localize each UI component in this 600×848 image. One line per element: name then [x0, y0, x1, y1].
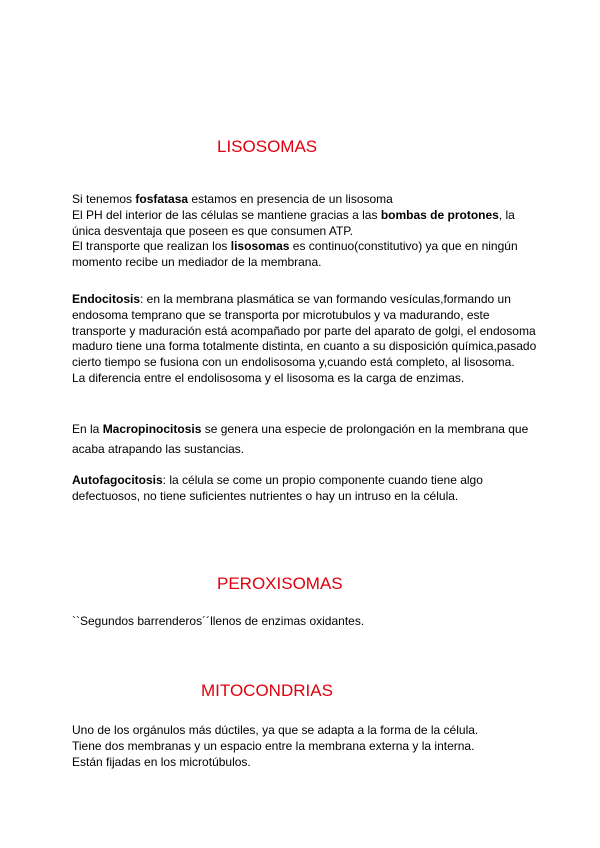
text-segment: transporte y maduración está acompañado por parte del aparato de golgi, el endosoma [72, 323, 536, 338]
paragraph-autofagocitosis [72, 473, 483, 505]
text-segment: momento recibe un mediador de la membrana. [72, 255, 322, 270]
paragraph-macropinocitosis [72, 419, 528, 459]
heading-mitocondrias: MITOCONDRIAS [201, 681, 333, 700]
heading-lisosomas: LISOSOMAS [217, 137, 318, 156]
term-fosfatasa: fosfatasa [135, 192, 189, 206]
paragraph-endocitosis [72, 292, 536, 387]
term-bombas-de-protones: bombas de protones [380, 207, 499, 222]
text-segment: Tiene dos membranas y un espacio entre la membrana externa y la interna. [72, 738, 475, 753]
text-segment: El PH del interior de las células se mantiene gracias a las [72, 207, 381, 222]
text-segment: Si tenemos [72, 192, 136, 206]
paragraph-mitocondrias [72, 723, 478, 770]
text-segment: es continuo(constitutivo) ya que en ningún [289, 239, 518, 254]
text-segment: , la [498, 207, 515, 222]
text-segment: La diferencia entre el endolisosoma y el lisosoma es la carga de enzimas. [72, 370, 465, 385]
text-segment: defectuosos, no tiene suficientes nutrientes o hay un intruso en la célula. [72, 488, 459, 503]
text-segment: endosoma temprano que se transporta por microtubulos y va madurando, este [72, 307, 490, 322]
text-segment: El transporte que realizan los [72, 239, 231, 254]
term-macropinocitosis: Macropinocitosis [102, 422, 202, 436]
text-segment: estamos en presencia de un lisosoma [188, 192, 393, 206]
term-lisosomas: lisosomas [230, 239, 290, 254]
text-segment: Están fijadas en los microtúbulos. [72, 754, 251, 769]
text-segment: En la [72, 422, 103, 436]
paragraph-lisosomas-intro [72, 192, 518, 271]
heading-peroxisomas: PEROXISOMAS [217, 574, 343, 593]
text-segment: acaba atrapando las sustancias. [72, 442, 245, 456]
term-endocitosis: Endocitosis [72, 292, 141, 306]
text-segment: : en la membrana plasmática se van formando vesículas,formando un [140, 292, 511, 306]
text-segment: maduro tiene una forma totalmente distinta, en cuanto a su disposición química,pasado [72, 339, 537, 354]
paragraph-peroxisomas: ``Segundos barrenderos´´llenos de enzimas oxidantes. [72, 614, 365, 628]
text-segment: : la célula se come un propio componente cuando tiene algo [162, 473, 483, 487]
text-segment: cierto tiempo se fusiona con un endolisosoma y,cuando está completo, al lisosoma. [72, 355, 515, 370]
text-segment: única desventaja que poseen es que consumen ATP. [72, 223, 354, 238]
term-autofagocitosis: Autofagocitosis [72, 473, 163, 487]
text-segment: se genera una especie de prolongación en la membrana que [201, 422, 529, 436]
text-segment: Uno de los orgánulos más dúctiles, ya que se adapta a la forma de la célula. [72, 723, 479, 737]
